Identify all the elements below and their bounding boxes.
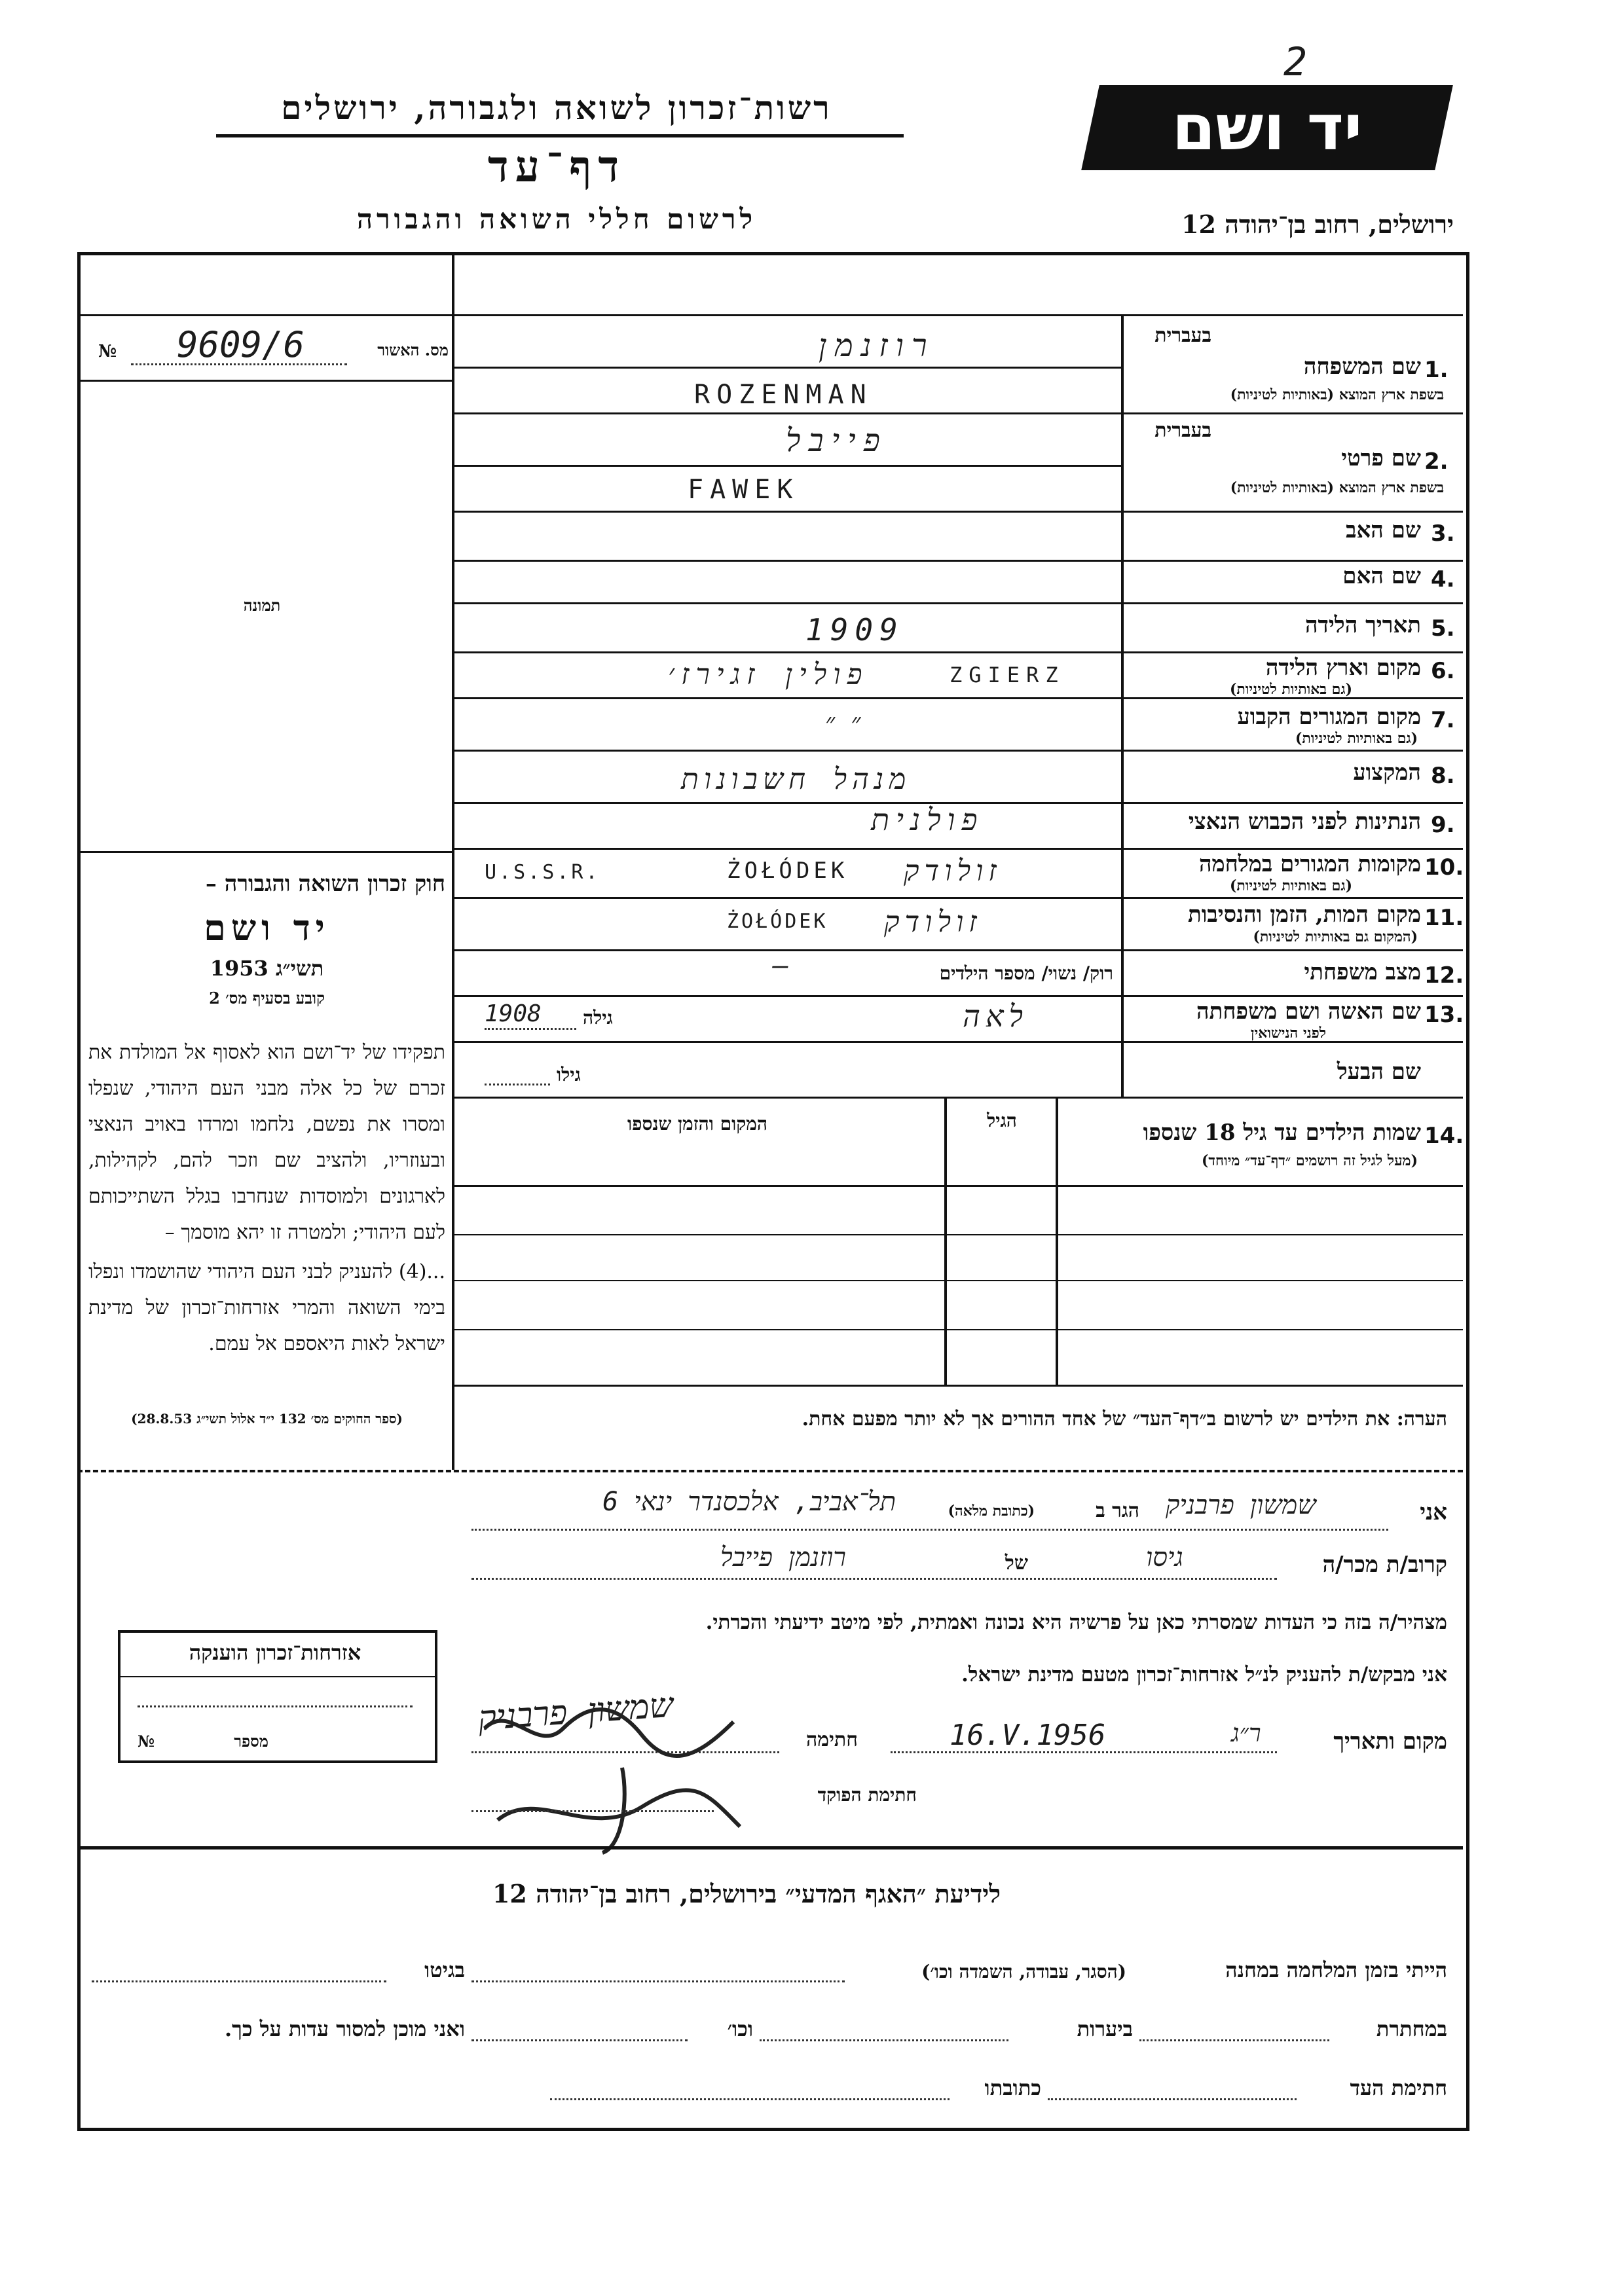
law-clause: קובע בסעיף מס׳ 2 [209, 989, 325, 1008]
field-13-sub: לפני הנישואין [1250, 1025, 1326, 1042]
field-3-label: שם האב [1346, 517, 1421, 543]
deceased-name: רוזנמן פייבל [720, 1542, 846, 1573]
field-9-label: הנתינות לפני הכבוש הנאצי [1188, 809, 1421, 835]
field-10-value-country: U.S.S.R. [485, 861, 600, 884]
field-14-label: שמות הילדים עד גיל 18 שנספו [1143, 1120, 1421, 1146]
field-11-sub: (המקום גם באותיות לטיניות) [1253, 928, 1418, 945]
field-12-value: — [773, 951, 789, 981]
field-1-value-latin: ROZENMAN [694, 380, 873, 410]
field-2-number: 2. [1424, 448, 1449, 475]
footer-line1-hint: (הסגר, עבודה, השמדה וכו׳) [921, 1961, 1126, 1982]
footer-line2-start: במחתרת [1376, 2016, 1447, 2041]
field-8-number: 8. [1431, 763, 1455, 789]
declarant-address: תל־אביב, אלכסנדר ינאי 6 [602, 1487, 896, 1517]
field-12-number: 12. [1424, 962, 1464, 989]
footer-line1-start: הייתי בזמן המלחמה במחנה [1225, 1958, 1447, 1982]
approval-number: 9609/6 [177, 324, 305, 365]
field-6-label: מקום וארץ הלידה [1265, 655, 1421, 681]
citizenship-title: אזרחות־זכרון הוענקה [189, 1640, 361, 1665]
form-subtitle: לרשום חללי השואה והגבורה [356, 203, 757, 235]
form-title: דף־עד [487, 141, 626, 192]
husband-age-label: גילו [557, 1064, 581, 1085]
footer-line2-forests: ביערות [1077, 2016, 1133, 2041]
logo [1081, 85, 1453, 170]
field-6-number: 6. [1431, 658, 1455, 684]
photo-label: תמונה [243, 596, 281, 615]
field-13-value: לאה [963, 998, 1029, 1034]
field-11-label: מקום המות, הזמן והנסיבות [1187, 902, 1421, 928]
field-6-value-hebrew: פולין זגירז׳ [668, 658, 869, 691]
field-1-script-label: בעברית [1154, 324, 1211, 347]
field-11-value-hebrew: זולודק [884, 905, 982, 939]
field-4-number: 4. [1431, 566, 1455, 592]
field-13-age-value: 1908 [485, 1000, 542, 1027]
field-13-number: 13. [1424, 1002, 1464, 1028]
field-1-value-hebrew: רוזנמן [819, 327, 935, 364]
law-title: חוק זכרון השואה והגבורה – [205, 871, 445, 897]
field-7-sub: (גם באותיות לטיניות) [1295, 730, 1418, 747]
children-place-header: המקום והזמן שנספו [627, 1113, 767, 1135]
field-13-label: שם האשה ושם משפחתה [1196, 998, 1421, 1025]
field-10-label: מקומות המגורים במלחמה [1198, 851, 1421, 877]
field-10-value-hebrew: זולודק [904, 854, 1002, 888]
field-12-options: רוק/ נשוי/ מספר הילדים [939, 962, 1113, 984]
citizenship-no-symbol: № [138, 1732, 155, 1751]
law-year: תשי״ג 1953 [210, 956, 324, 981]
place-date-label: מקום ותאריך [1333, 1728, 1447, 1755]
institution-name: רשות־זכרון לשואה ולגבורה, ירושלים [281, 88, 832, 127]
field-2-value-hebrew: פייבל [786, 422, 888, 459]
declaration-ani-label: אני [1420, 1499, 1447, 1525]
citizenship-number-label: מספר [234, 1732, 268, 1751]
relative-label: קרוב/ת מכר/ה [1322, 1552, 1447, 1578]
signature-scribble-icon [458, 1689, 825, 1859]
field-11-number: 11. [1424, 905, 1464, 931]
declaration-request: אני מבקש/ת להעניק לנ״ל אזרחות־זכרון מטעם מדינת ישראל. [961, 1663, 1447, 1686]
field-7-label: מקום המגורים הקבוע [1237, 704, 1421, 730]
signature: שמשון פרבניק [477, 1685, 675, 1739]
husband-label: שם הבעל [1337, 1059, 1421, 1085]
approval-no-symbol: № [98, 342, 117, 361]
field-7-number: 7. [1431, 707, 1455, 733]
footer-line1-end: בגיטו [424, 1958, 465, 1982]
law-name: יד ושם [204, 907, 330, 949]
footer-line3-start: חתימת העד [1350, 2075, 1447, 2100]
law-paragraph-1: תפקידו של יד־ושם הוא לאסוף אל המולדת את זכרם של כל אלה מבני העם היהודי, שנפלו ומסרו את נפשם, נלחמו ומרדו באויב הנאצי ובעוזריו, ולהציב שם וזכר להם, לקהילות, לארגונים ולמוסדות שנחרבו בגלל השתייכותם לעם היהודי; ולמטרה זו יהא מוסמך – [88, 1041, 445, 1244]
relation: גיסו [1146, 1542, 1183, 1573]
declaration-statement: מצהיר/ה בזה כי העדות שמסרתי כאן על פרשיה היא נכונה ואמתית, לפי מיטב ידיעתי והכרתי. [705, 1611, 1447, 1634]
field-10-number: 10. [1424, 854, 1464, 881]
footer-line2-end: ואני מוכן למסור עדות על כך. [224, 2016, 465, 2041]
top-annotation: 2 [1283, 39, 1308, 85]
field-2-value-latin: FAWEK [688, 475, 800, 505]
field-6-sub: (גם באותיות לטיניות) [1229, 681, 1352, 698]
field-10-sub: (גם באותיות לטיניות) [1229, 877, 1352, 894]
field-6-value-latin: ZGIERZ [950, 663, 1065, 687]
field-13-age-label: גילה [583, 1007, 613, 1029]
signature-label: חתימה [806, 1728, 858, 1751]
date-value: 16.V.1956 [950, 1719, 1106, 1752]
law-paragraph-2: ...(4) להעניק לבני העם היהודי שהושמדו ונפלו בימי השואה והמרי אזרחות־זכרון של מדינת ישראל לאות היאספם אל עמם. [88, 1260, 445, 1355]
field-8-label: המקצוע [1353, 759, 1421, 786]
field-5-number: 5. [1431, 615, 1455, 642]
field-14-number: 14. [1424, 1123, 1464, 1149]
declarant-name: שמשון פרבניק [1166, 1490, 1316, 1520]
field-7-value: ״ ״ [825, 708, 861, 738]
field-2-script-label: בעברית [1154, 419, 1211, 442]
field-1-number: 1. [1424, 357, 1449, 383]
address-hint: (כתובת מלאה) [948, 1503, 1035, 1520]
footer-line3-end: כתובתו [984, 2075, 1041, 2100]
field-4-label: שם האם [1342, 563, 1421, 589]
field-9-number: 9. [1431, 812, 1455, 838]
field-10-value-latin: ŻOŁÓDEK [727, 858, 849, 884]
field-12-label: מצב משפחתי [1304, 959, 1421, 985]
field-1-label: שם המשפחה [1303, 354, 1421, 380]
field-8-value: מנהל חשבונות [681, 763, 912, 796]
address: ירושלים, רחוב בן־יהודה 12 [1181, 210, 1454, 239]
field-5-value: 1909 [805, 612, 904, 647]
place-value: ר״ג [1231, 1719, 1261, 1747]
law-reference: (ספר החוקים מס׳ 132 י״ד אלול תשי״ג 28.8.53) [131, 1411, 403, 1427]
field-2-sub: בשפת ארץ המוצא (באותיות לטיניות) [1230, 479, 1444, 496]
children-age-header: הגיל [987, 1110, 1017, 1131]
logo-text: יד ושם [1172, 91, 1363, 164]
field-11-value-latin: ŻOŁÓDEK [727, 910, 828, 933]
field-1-sub: בשפת ארץ המוצא (באותיות לטיניות) [1230, 386, 1444, 403]
footer-line2-etc: וכו׳ [727, 2016, 753, 2041]
field-14-sub: (מעל לגיל זה רושמים ״דף־עד״ מיוחד) [1201, 1152, 1418, 1169]
footer-heading: לידיעת ״האגף המדעי״ בירושלים, רחוב בן־יהודה 12 [492, 1879, 1001, 1908]
note: הערה: את הילדים יש לרשום ב״דף־העד״ של אחד ההורים אך לא יותר מפעם אחת. [802, 1408, 1447, 1430]
resides-label: הגר ב [1096, 1499, 1139, 1522]
field-5-label: תאריך הלידה [1304, 612, 1421, 638]
of-label: של [1005, 1552, 1028, 1575]
official-signature-label: חתימת הפוקד [817, 1784, 917, 1806]
approval-number-label: מס. האשור [377, 340, 449, 359]
field-2-label: שם פרטי [1341, 445, 1421, 471]
field-9-value: פולנית [871, 802, 984, 837]
field-3-number: 3. [1431, 520, 1455, 547]
